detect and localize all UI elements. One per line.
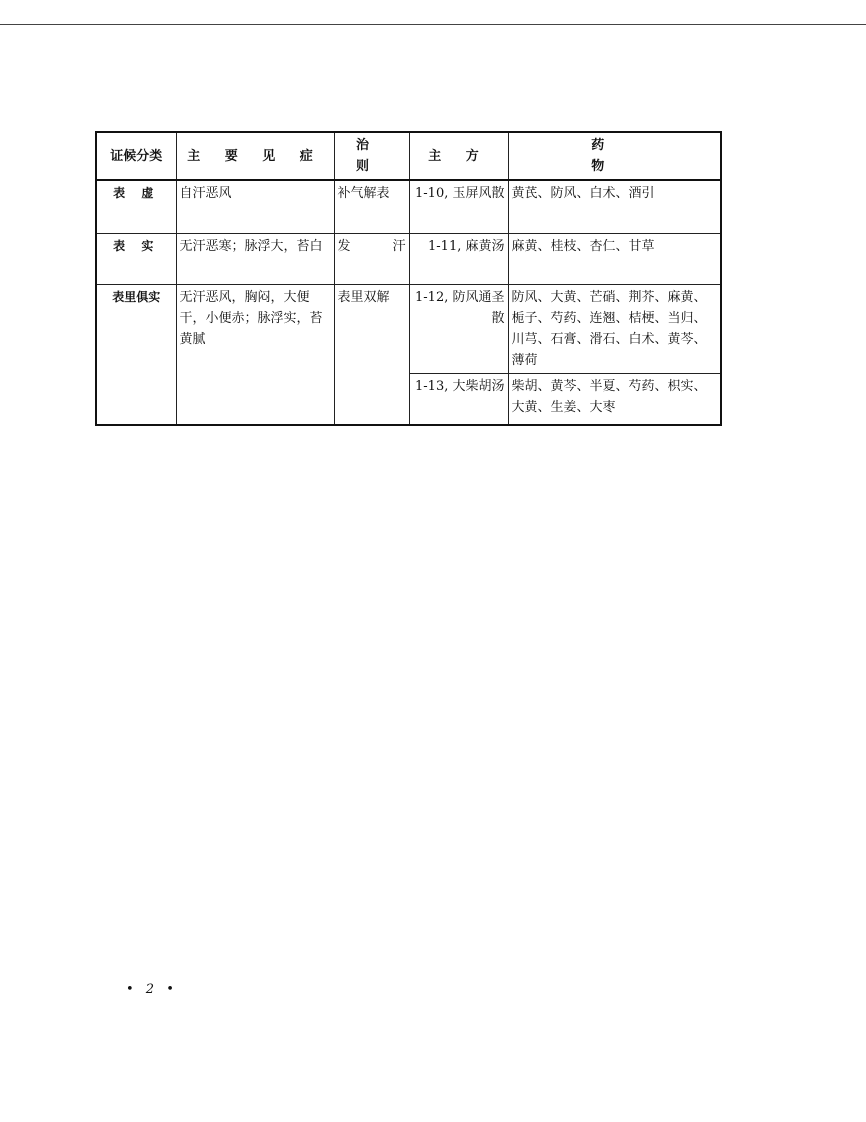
header-formula: 主 方: [409, 132, 508, 180]
herbs-cell: 防风、大黄、芒硝、荆芥、麻黄、栀子、芍药、连翘、桔梗、当归、川芎、石膏、滑石、白术、黄芩、薄荷: [508, 285, 721, 374]
symptoms-cell: 无汗恶寒；脉浮大，苔白: [176, 234, 334, 285]
herbs-cell: 柴胡、黄芩、半夏、芍药、枳实、大黄、生姜、大枣: [508, 374, 721, 426]
header-symptoms: 主 要 见 症: [176, 132, 334, 180]
symptoms-cell: 无汗恶风，胸闷，大便干，小便赤；脉浮实，苔黄腻: [176, 285, 334, 374]
table-row: [96, 285, 721, 374]
formula-cell: 1-11, 麻黄汤: [409, 234, 508, 285]
category-cell: 表里俱实: [96, 285, 176, 374]
table-header-row: [96, 132, 721, 180]
header-treatment: 治 则: [334, 132, 409, 180]
treatment-cell: 补气解表: [334, 180, 409, 234]
table-row: [96, 180, 721, 234]
category-cell: 表 虚: [96, 180, 176, 234]
treatment-cell: 发 汗: [334, 234, 409, 285]
header-category: 证候分类: [96, 132, 176, 180]
formula-cell: 1-13, 大柴胡汤: [409, 374, 508, 426]
page-number: • 2 •: [126, 982, 178, 997]
formula-cell: 1-10, 玉屏风散: [409, 180, 508, 234]
formula-cell: 1-12, 防风通圣散: [409, 285, 508, 374]
herbs-cell: 黄芪、防风、白术、酒引: [508, 180, 721, 234]
treatment-cell: 表里双解: [334, 285, 409, 374]
herbs-cell: 麻黄、桂枝、杏仁、甘草: [508, 234, 721, 285]
table-row: [96, 374, 721, 426]
syndrome-table: [95, 131, 722, 426]
header-herbs: 药 物: [508, 132, 721, 180]
category-cell-empty: [96, 374, 176, 426]
table-row: [96, 234, 721, 285]
symptoms-cell: 自汗恶风: [176, 180, 334, 234]
top-rule: [0, 24, 866, 25]
category-cell: 表 实: [96, 234, 176, 285]
treatment-cell-empty: [334, 374, 409, 426]
symptoms-cell-empty: [176, 374, 334, 426]
